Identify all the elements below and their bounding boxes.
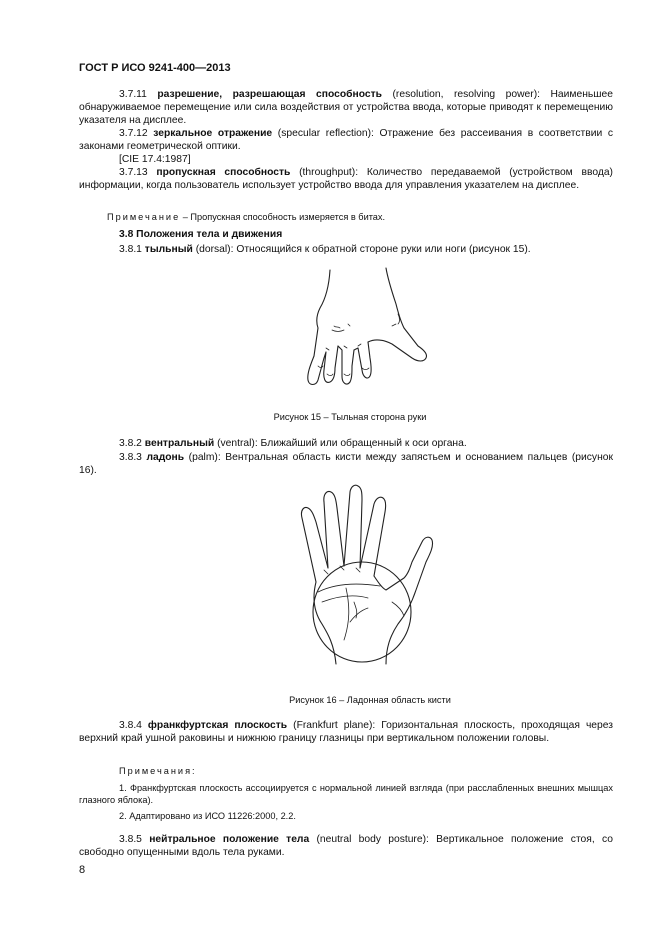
notes-label: Примечания: <box>119 766 197 776</box>
figure-15-dorsal-hand <box>296 266 436 392</box>
definition-3-8-4: 3.8.4 франкфуртская плоскость (Frankfurt plane): Горизонтальная плоскость, проходящая через верхний край ушной раковины и нижнюю границу глазницы при вертикальном положении головы. <box>79 720 613 744</box>
definition-3-8-1: 3.8.1 тыльный (dorsal): Относящийся к обратной стороне руки или ноги (рисунок 15). <box>119 244 531 255</box>
figure-16-caption: Рисунок 16 – Ладонная область кисти <box>289 695 451 705</box>
term: разрешение, разрешающая способность <box>157 89 382 100</box>
definition-3-8-5: 3.8.5 нейтральное положение тела (neutral body posture): Вертикальное положение стоя, со свободно опущенными вдоль тела руками. <box>79 834 613 858</box>
term: зеркальное отражение <box>153 128 273 139</box>
section-heading-3-8: 3.8 Положения тела и движения <box>119 229 283 240</box>
note-throughput: Примечание – Пропускная способность измеряется в битах. <box>107 212 386 222</box>
note-item-1: 1. Франкфуртская плоскость ассоциируется с нормальной линией взгляда (при расслабленных внешних мышцах глазного яблока). <box>79 783 613 805</box>
definition-3-7-12: 3.7.12 зеркальное отражение (specular reflection): Отражение без рассеивания в соответствии с законами геометрической оптики. <box>79 128 613 152</box>
definition-3-8-3: 3.8.3 ладонь (palm): Вентральная область кисти между запястьем и основанием пальцев (рисунок 16). <box>79 452 613 476</box>
figure-16-palmar-hand <box>294 482 436 682</box>
note-item-2: 2. Адаптировано из ИСО 11226:2000, 2.2. <box>119 811 296 821</box>
figure-15-caption: Рисунок 15 – Тыльная сторона руки <box>273 412 427 422</box>
source-reference: [CIE 17.4:1987] <box>119 154 191 165</box>
definition-3-7-11: 3.7.11 разрешение, разрешающая способность (resolution, resolving power): Наименьшее обнаруживаемое перемещение или сила воздействия от устройства ввода, которые приводят к перемещению указателя на дисплее. <box>79 89 613 126</box>
term: вентральный <box>144 438 215 449</box>
term: ладонь <box>146 452 185 463</box>
term: франкфуртская плоскость <box>147 720 288 731</box>
term: тыльный <box>144 244 193 255</box>
definition-3-7-13: 3.7.13 пропускная способность (throughput): Количество передаваемой (устройством ввода) информации, когда пользователь использует устройство ввода для управления указателем на дисплее. <box>79 167 613 191</box>
term: нейтральное положение тела <box>149 834 310 845</box>
document-header: ГОСТ Р ИСО 9241-400—2013 <box>79 62 231 74</box>
page-number: 8 <box>79 864 86 876</box>
definition-3-8-2: 3.8.2 вентральный (ventral): Ближайший или обращенный к оси органа. <box>119 438 467 449</box>
term: пропускная способность <box>156 167 291 178</box>
